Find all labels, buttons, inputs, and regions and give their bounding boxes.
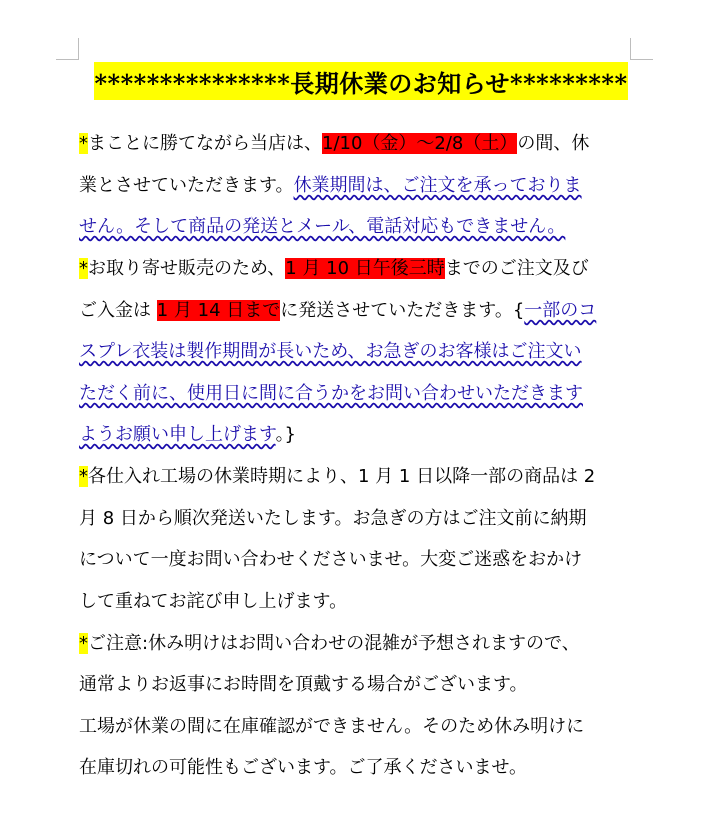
text-span: の間、休 (517, 133, 590, 154)
text-span: 。} (275, 424, 297, 445)
text-line (79, 632, 580, 656)
text-span: まことに勝てながら当店は、 (88, 133, 322, 154)
text-line (79, 548, 582, 572)
date-highlight: 1/10（金）～2/8（土） (322, 133, 518, 154)
text-line (79, 299, 596, 323)
text-line (79, 756, 527, 780)
text-span: 業とさせていただきます。 (79, 175, 294, 196)
underlined-link-text[interactable]: ようお願い申し上げます (79, 424, 276, 445)
text-line (79, 174, 582, 198)
text-span: 月 8 日から順次発送いたします。お急ぎの方はご注文前に納期 (79, 508, 587, 529)
text-line (79, 715, 584, 739)
crop-mark-right-vertical (630, 38, 631, 60)
text-line (79, 257, 589, 281)
underlined-link-text[interactable]: 休業期間は、ご注文を承っておりま (293, 175, 582, 196)
text-line (79, 215, 565, 239)
text-line (79, 465, 595, 489)
text-line (79, 340, 582, 364)
underlined-link-text[interactable]: ただく前に、使用日に間に合うかをお問い合わせいただきます (79, 383, 583, 404)
title-highlight (94, 62, 628, 100)
underlined-link-text[interactable]: せん。そして商品の発送とメール、電話対応もできません。 (79, 216, 566, 237)
crop-mark-right-horizontal (630, 59, 653, 60)
bullet-asterisk: * (79, 633, 88, 654)
crop-mark-left-horizontal (56, 59, 79, 60)
text-line (79, 590, 347, 614)
underlined-link-text[interactable]: 一部のコ (524, 300, 597, 321)
bullet-asterisk: * (79, 133, 88, 154)
text-line (79, 382, 583, 406)
text-span: お取り寄せ販売のため、 (88, 258, 286, 279)
text-line (79, 423, 296, 447)
text-line (79, 673, 528, 697)
date-highlight: 1 月 10 日午後三時 (285, 258, 445, 279)
text-span: ご注意:休み明けはお問い合わせの混雑が予想されますので、 (88, 633, 580, 654)
crop-mark-left-vertical (78, 38, 79, 60)
text-line (79, 132, 589, 156)
document-title: ***************長期休業のお知らせ********* (94, 68, 628, 98)
text-span: ご入金は (79, 300, 157, 321)
date-highlight: 1 月 14 日まで (156, 300, 281, 321)
text-span: して重ねてお詫び申し上げます。 (79, 591, 348, 612)
bullet-asterisk: * (79, 466, 88, 487)
text-span: について一度お問い合わせくださいませ。大変ご迷惑をおかけ (79, 549, 583, 570)
bullet-asterisk: * (79, 258, 88, 279)
text-span: までのご注文及び (444, 258, 589, 279)
underlined-link-text[interactable]: スプレ衣装は製作期間が長いため、お急ぎのお客様はご注文い (79, 341, 582, 362)
text-span: 在庫切れの可能性もございます。ご了承くださいませ。 (79, 757, 528, 778)
text-line (79, 507, 586, 531)
text-span: に発送させていただきます。{ (280, 300, 525, 321)
text-span: 通常よりお返事にお時間を頂戴する場合がございます。 (79, 674, 528, 695)
text-span: 工場が休業の間に在庫確認ができません。そのため休み明けに (79, 716, 585, 737)
text-span: 各仕入れ工場の休業時期により、1 月 1 日以降一部の商品は 2 (88, 466, 596, 487)
